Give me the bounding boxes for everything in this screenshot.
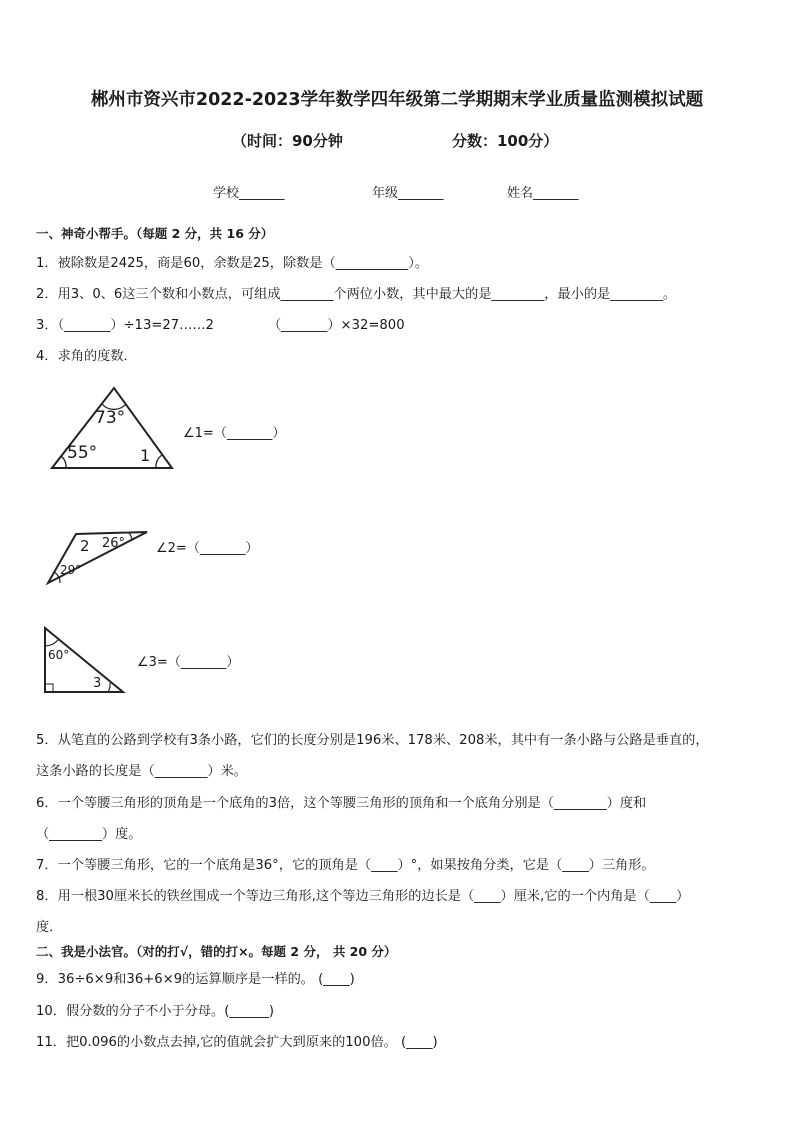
angle-3-label: 3 xyxy=(93,676,102,691)
question-8-line2: 度． xyxy=(36,920,63,935)
angle-3-answer: ∠3=（_______） xyxy=(137,655,240,670)
question-9: 9．36÷6×9和36+6×9的运算顺序是一样的。 (____) xyxy=(36,972,355,987)
school-field: 学校_______ xyxy=(213,186,285,201)
question-7: 7．一个等腰三角形，它的一个底角是36°，它的顶角是（____）°，如果按角分类，它是（____）三角形。 xyxy=(36,858,655,873)
question-6-line2: （________）度。 xyxy=(36,827,142,842)
angle-60-label: 60° xyxy=(48,648,70,662)
question-1: 1．被除数是2425，商是60，余数是25，除数是（___________）。 xyxy=(36,256,429,271)
angle-29-label: 29° xyxy=(60,563,82,577)
angle-1-label: 1 xyxy=(140,446,151,465)
angle-1-answer: ∠1=（_______） xyxy=(183,426,286,441)
section-2-heading: 二、我是小法官。（对的打√，错的打×。每题 2 分， 共 20 分） xyxy=(36,944,397,959)
angle-2-label: 2 xyxy=(80,537,90,555)
triangle-figure-2 xyxy=(44,528,154,588)
question-3b: （_______）×32=800 xyxy=(268,318,405,333)
question-3a: 3．（_______）÷13=27……2 xyxy=(36,318,214,333)
exam-score: 分数：100分） xyxy=(452,132,559,150)
question-5-line1: 5．从笔直的公路到学校有3条小路，它们的长度分别是196米、178米、208米，其中有一条小路与公路是垂直的， xyxy=(36,733,709,748)
page-title: 郴州市资兴市2022-2023学年数学四年级第二学期期末学业质量监测模拟试题 xyxy=(90,90,704,110)
question-5-line2: 这条小路的长度是（________）米。 xyxy=(36,764,247,779)
question-8-line1: 8．用一根30厘米长的铁丝围成一个等边三角形,这个等边三角形的边长是（____）厘米,它的一个内角是（____） xyxy=(36,889,690,904)
exam-time: （时间：90分钟 xyxy=(232,132,343,150)
angle-73-label: 73° xyxy=(95,408,126,428)
question-6-line1: 6．一个等腰三角形的顶角是一个底角的3倍，这个等腰三角形的顶角和一个底角分别是（________）度和 xyxy=(36,796,647,811)
angle-55-label: 55° xyxy=(67,443,98,463)
angle-26-label: 26° xyxy=(102,536,126,551)
triangle-figure-1 xyxy=(44,380,184,480)
angle-2-answer: ∠2=（_______） xyxy=(156,541,259,556)
grade-field: 年级_______ xyxy=(372,186,444,201)
question-4: 4．求角的度数． xyxy=(36,349,137,364)
name-field: 姓名_______ xyxy=(507,186,579,201)
section-1-heading: 一、神奇小帮手。（每题 2 分，共 16 分） xyxy=(36,226,274,241)
question-10: 10．假分数的分子不小于分母。(______) xyxy=(36,1004,275,1019)
question-11: 11．把0.096的小数点去掉,它的值就会扩大到原来的100倍。 (____) xyxy=(36,1035,438,1050)
question-2: 2．用3、0、6这三个数和小数点，可组成________个两位小数，其中最大的是________，最小的是________。 xyxy=(36,287,677,302)
